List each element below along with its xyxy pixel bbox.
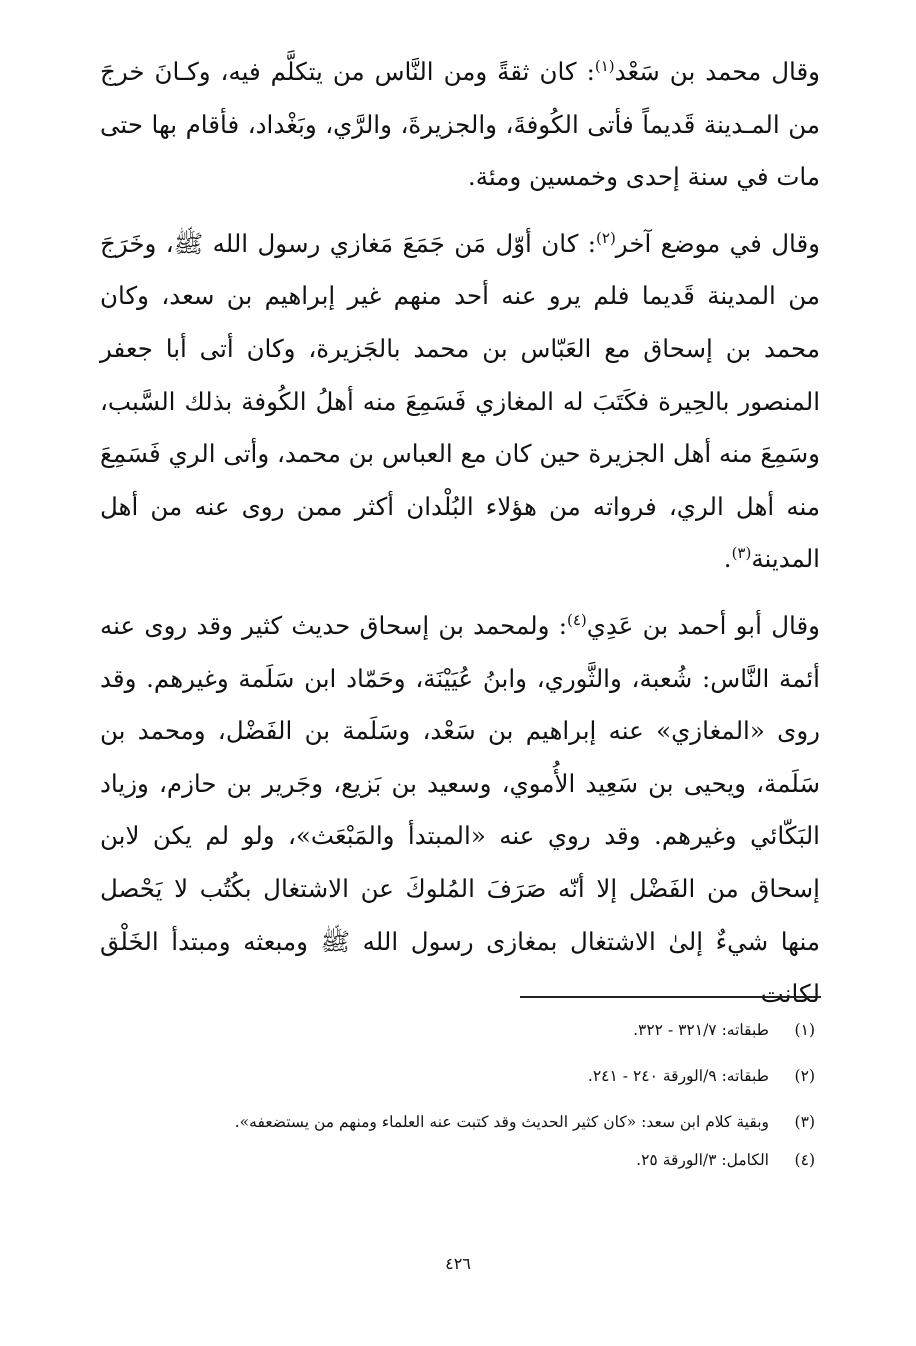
footnote-number: (١) (794, 1021, 815, 1039)
footnote-reference-4: (٤) (566, 610, 587, 629)
footnote-item (100, 1146, 815, 1174)
footnote-item (100, 1016, 815, 1044)
paragraph-ibn-sad (100, 46, 820, 204)
footnotes-block (100, 1016, 815, 1192)
paragraph-text: : كان ثقةً ومن النَّاس من يتكلَّم فيه، وكـانَ خرجَ من المـدينة قَديماً فأتى الكُوفةَ، والجزيرةَ، والرَّي، وبَغْداد، فأقام بها حتى مات في سنة إحدى وخمسين ومئة. (100, 57, 820, 192)
footnote-item (100, 1108, 815, 1136)
page-number: ٤٢٦ (445, 1254, 471, 1273)
paragraph-end-punctuation: . (723, 544, 732, 574)
footnote-reference-2: (٢) (596, 228, 616, 247)
footnote-text: طبقاته: ٩/الورقة ٢٤٠ - ٢٤١. (587, 1067, 769, 1085)
footnote-text: الكامل: ٣/الورقة ٢٥. (636, 1151, 769, 1169)
footnote-text: وبقية كلام ابن سعد: «كان كثير الحديث وقد كتبت عنه العلماء ومنهم من يستضعفه». (234, 1113, 769, 1131)
footnote-separator-rule (520, 996, 821, 998)
paragraph-text: وقال أبو أحمد بن عَدِي (586, 610, 820, 640)
main-text-block (100, 46, 820, 1021)
footnote-text: طبقاته: ٣٢١/٧ - ٣٢٢. (633, 1021, 769, 1039)
paragraph-text: وقال محمد بن سَعْد (614, 57, 820, 86)
footnote-item (100, 1062, 815, 1090)
paragraph-another-place (100, 218, 820, 586)
paragraph-text: : ولمحمد بن إسحاق حديث كثير وقد روى عنه أئمة النَّاس: شُعبة، والثَّوري، وابنُ عُيَيْنَة، وحَمّاد ابن سَلَمة وغيرهم. وقد روى «المغازي» عنه إبراهيم بن سَعْد، وسَلَمة بن الفَضْل، ومحمد بن سَلَمة، ويحيى بن سَعِيد الأُموي، وسعيد بن بَزيع، وجَرير بن حازم، وزياد البَكّائي وغيرهم. وقد روي عنه «المبتدأ والمَبْعَث»، ولو لم يكن لابن إسحاق من الفَضْل إلا أنّه صَرَفَ المُلوكَ عن الاشتغال بكُتُب لا يَحْصل منها شيءٌ إلىٰ الاشتغال بمغازى رسول الله ﷺ ومبعثه ومبتدأ الخَلْق لكانت (100, 610, 820, 1009)
paragraph-text: وقال في موضع آخر (615, 228, 820, 258)
footnote-number: (٣) (794, 1113, 815, 1131)
footnote-number: (٤) (794, 1151, 815, 1169)
paragraph-ibn-adi (100, 600, 820, 1021)
footnote-reference-1: (١) (594, 56, 615, 75)
paragraph-text: : كان أوّل مَن جَمَعَ مَغازي رسول الله ﷺ، وخَرَجَ من المدينة قَديما فلم يرو عنه أحد منهم غير إبراهيم بن سعد، وكان محمد بن إسحاق مع العَبّاس بن محمد بالجَزيرة، وكان أتى أبا جعفر المنصور بالحِيرة فكَتَبَ له المغازي فَسَمِعَ منه أهلُ الكُوفة بذلك السَّبب، وسَمِعَ منه أهل الجزيرة حين كان مع العباس بن محمد، وأتى الري فَسَمِعَ منه أهل الري، فرواته من هؤلاء البُلْدان أكثر ممن روى عنه من أهل المدينة (99, 228, 820, 574)
footnote-number: (٢) (794, 1067, 815, 1085)
footnote-reference-3: (٣) (731, 544, 752, 563)
